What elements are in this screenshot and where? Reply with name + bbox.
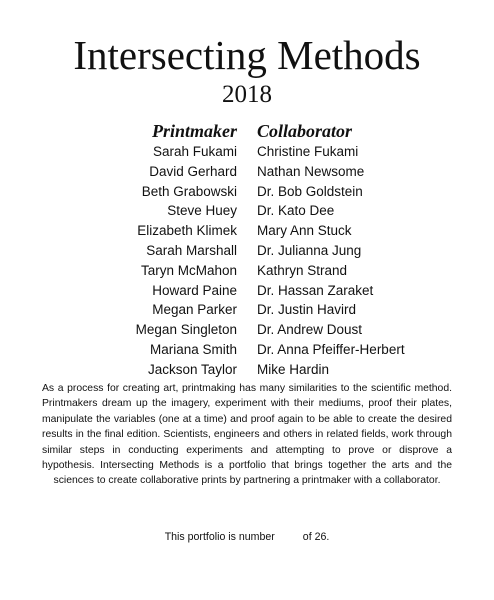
printmaker-name: Mariana Smith [149, 341, 237, 357]
credit-row [0, 360, 494, 380]
portfolio-description: As a process for creating art, printmaking has many similarities to the scientific method. Printmakers dream up the imagery, experiment with their mediums, proof their plates, manipulate the variables (one at a time) and proof again to be able to create the desired results in the final edition. Scientists, engineers and others in related fields, work through similar steps in conducting experiments and attempting to prove or disprove a hypothesis. Intersecting Methods is a portfolio that brings together the arts and the sciences to create collaborative prints by partnering a printmaker with a collaborator. [42, 383, 452, 487]
page-title: Intersecting Methods [73, 32, 421, 78]
credit-row [0, 182, 494, 202]
credit-row [0, 261, 494, 281]
printmaker-name: Sarah Fukami [152, 144, 237, 159]
printmaker-name: Megan Singleton [135, 322, 237, 338]
collaborator-name: Dr. Julianna Jung [257, 242, 362, 258]
printmaker-name: Steve Huey [167, 203, 237, 219]
portfolio-number-line [0, 530, 494, 544]
printmaker-name: Howard Paine [152, 282, 237, 298]
printmaker-name: Sarah Marshall [146, 242, 237, 258]
collaborator-name: Dr. Justin Havird [257, 302, 357, 318]
portfolio-number-suffix: of 26. [302, 531, 330, 543]
credit-row [0, 221, 494, 241]
credit-row [0, 300, 494, 320]
collaborator-name: Dr. Anna Pfeiffer-Herbert [257, 341, 405, 357]
collaborator-name: Nathan Newsome [257, 163, 365, 179]
credit-row [0, 201, 494, 221]
credit-row [0, 340, 494, 360]
credit-row [0, 241, 494, 261]
collaborator-name: Kathryn Strand [257, 262, 348, 278]
credit-row [0, 162, 494, 182]
credit-row [0, 320, 494, 340]
collaborator-name: Dr. Hassan Zaraket [257, 282, 374, 298]
page-year: 2018 [222, 81, 272, 108]
collaborator-name: Christine Fukami [257, 144, 359, 159]
portfolio-number-prefix: This portfolio is number [164, 531, 275, 543]
collaborator-name: Dr. Kato Dee [257, 203, 335, 219]
printmaker-name: Megan Parker [152, 302, 237, 318]
credits-list [0, 142, 494, 380]
credit-row [0, 142, 494, 162]
printmaker-name: Elizabeth Klimek [137, 223, 237, 239]
collaborator-column-header: Collaborator [257, 121, 353, 141]
printmaker-name: David Gerhard [149, 163, 237, 179]
credit-row [0, 281, 494, 301]
printmaker-name: Jackson Taylor [147, 361, 237, 377]
collaborator-name: Mary Ann Stuck [257, 223, 352, 239]
printmaker-column-header: Printmaker [151, 121, 237, 141]
printmaker-name: Taryn McMahon [140, 262, 237, 278]
collaborator-name: Dr. Andrew Doust [257, 322, 363, 338]
printmaker-name: Beth Grabowski [141, 183, 237, 199]
collaborator-name: Mike Hardin [257, 361, 330, 377]
collaborator-name: Dr. Bob Goldstein [257, 183, 363, 199]
